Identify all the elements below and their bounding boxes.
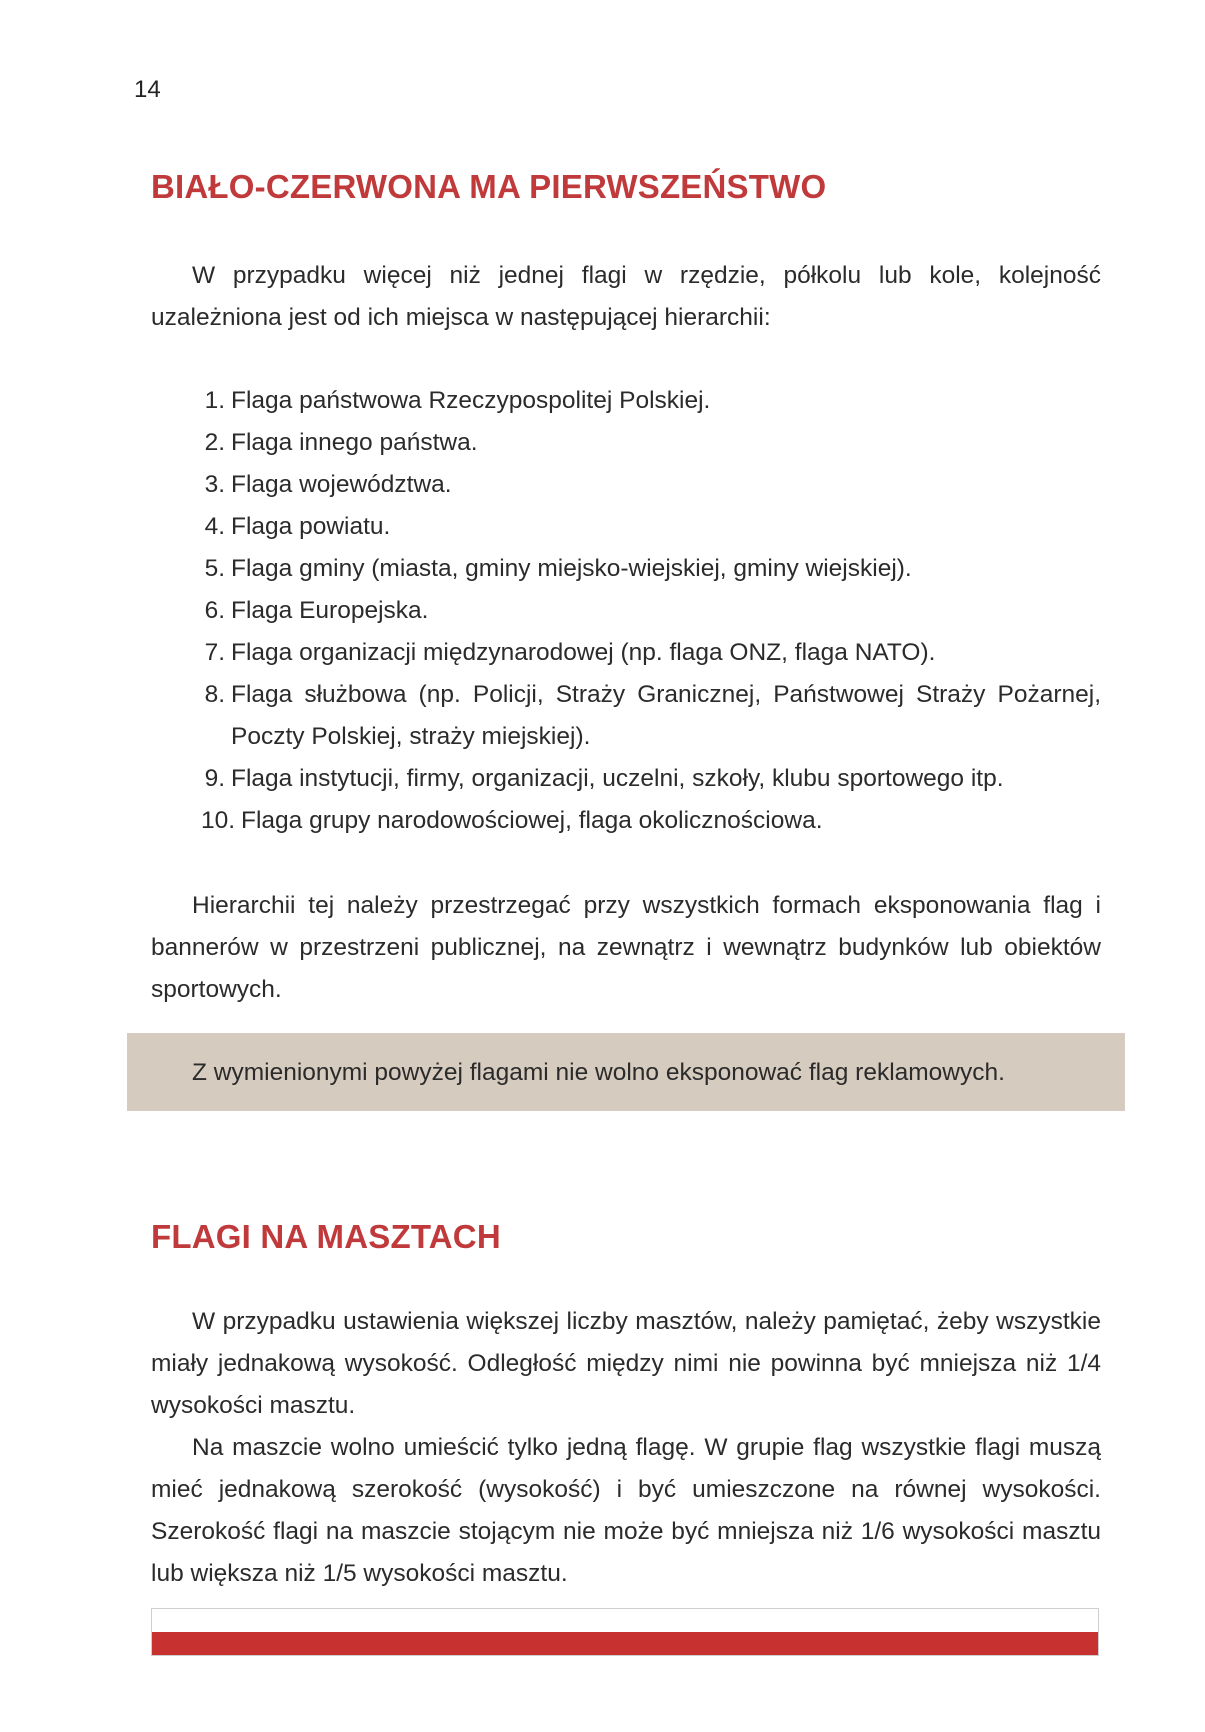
hierarchy-note-paragraph: Hierarchii tej należy przestrzegać przy wszystkich formach eksponowania flag i bannerów w przestrzeni publicznej, na zewnątrz i wewnątrz budynków lub obiektów sportowych. [151,892,1101,1003]
masts-paragraph-2: Na maszcie wolno umieścić tylko jedną flagę. W grupie flag wszystkie flagi muszą mieć jednakową szerokość (wysokość) i być umieszczone na równej wysokości. Szerokość flagi na maszcie stojącym nie może być mniejsza niż 1/6 wysokości masztu lub większa niż 1/5 wysokości masztu. [151,1434,1101,1587]
highlight-text: Z wymienionymi powyżej flagami nie wolno eksponować flag reklamowych. [192,1059,1005,1086]
list-item [151,674,1101,758]
list-item [151,590,1101,632]
list-item-text: Flaga innego państwa. [231,429,478,456]
section-title-priority: BIAŁO-CZERWONA MA PIERWSZEŃSTWO [151,168,827,205]
list-item-number: 5. [204,555,225,582]
list-item [151,380,1101,422]
list-item-text: Flaga Europejska. [231,597,429,624]
list-item-number: 1. [204,387,225,414]
flag-red-stripe [152,1632,1098,1656]
list-item-text: Flaga instytucji, firmy, organizacji, uczelni, szkoły, klubu sportowego itp. [231,765,1004,792]
hierarchy-list [151,380,1101,842]
list-item-number: 7. [204,639,225,666]
list-item-text: Flaga państwowa Rzeczypospolitej Polskiej. [231,387,711,414]
polish-flag-bar [151,1608,1099,1656]
list-item [151,464,1101,506]
list-item-number: 8. [204,681,225,708]
list-item-number: 10. [200,807,235,834]
list-item-number: 6. [204,597,225,624]
list-item-text: Flaga służbowa (np. Policji, Straży Granicznej, Państwowej Straży Pożarnej, Poczty Polskiej, straży miejskiej). [231,681,1101,750]
list-item [151,422,1101,464]
section-title-masts: FLAGI NA MASZTACH [151,1218,501,1255]
flag-white-stripe [152,1609,1098,1632]
list-item [151,506,1101,548]
list-item [151,632,1101,674]
list-item-number: 9. [204,765,225,792]
page-number: 14 [134,76,161,103]
list-item [151,548,1101,590]
list-item-text: Flaga organizacji międzynarodowej (np. flaga ONZ, flaga NATO). [231,639,936,666]
list-item-text: Flaga województwa. [231,471,452,498]
list-item-text: Flaga powiatu. [231,513,391,540]
list-item-text: Flaga gminy (miasta, gminy miejsko-wiejskiej, gminy wiejskiej). [231,555,912,582]
intro-paragraph: W przypadku więcej niż jednej flagi w rzędzie, półkolu lub kole, kolejność uzależniona jest od ich miejsca w następującej hierarchii: [151,262,1101,331]
list-item-number: 2. [204,429,225,456]
masts-paragraph-1: W przypadku ustawienia większej liczby masztów, należy pamiętać, żeby wszystkie miały jednakową wysokość. Odległość między nimi nie powinna być mniejsza niż 1/4 wysokości masztu. [151,1308,1101,1419]
list-item [151,758,1101,800]
list-item-number: 3. [204,471,225,498]
list-item [151,800,1101,842]
list-item-text: Flaga grupy narodowościowej, flaga okolicznościowa. [241,807,823,834]
list-item-number: 4. [204,513,225,540]
